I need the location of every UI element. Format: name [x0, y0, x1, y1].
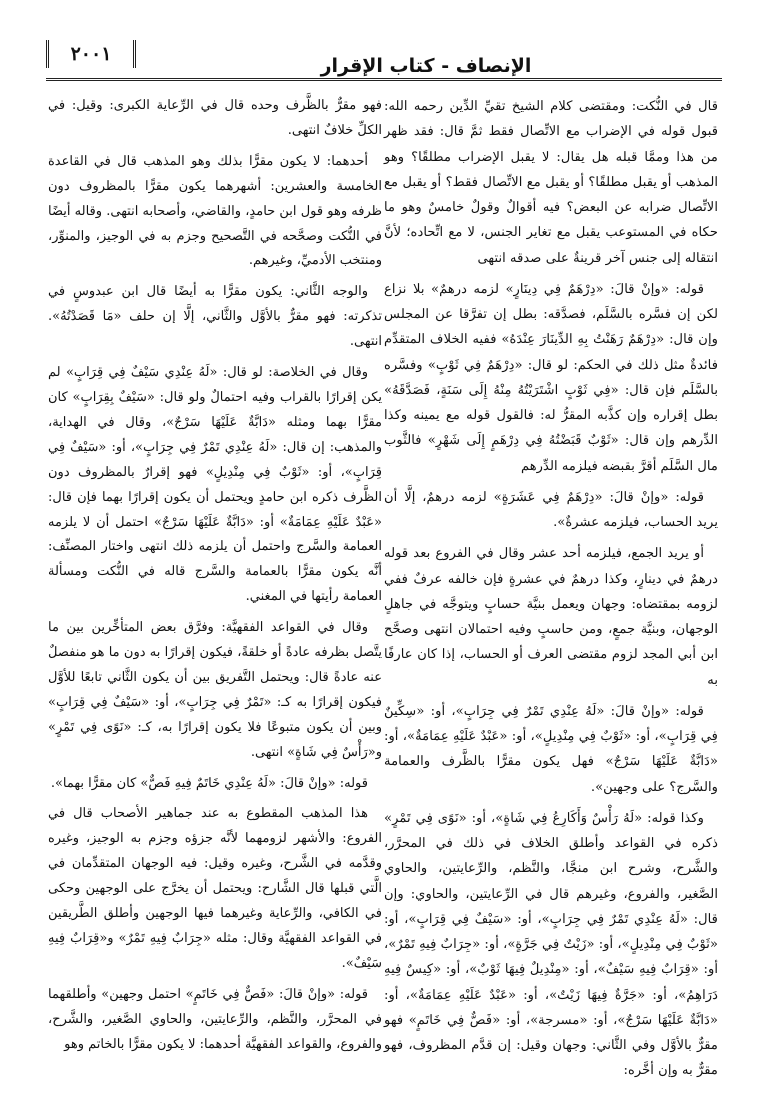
- paragraph: أو يريد الجمع، فيلزمه أحد عشر وقال في الفروع بعد قوله درهمٌ في دينارٍ، وكذا درهمٌ في عشرةٍ فإن خالفه عرفٌ ففي لزومه بمقتضاه: وجهان ويعمل بنيَّة حسابٍ ويتوجَّه في جاهلٍ الوجهان، وبنيَّة جمعٍ، ومن حاسبٍ وفيه احتمالان انتهى وصحَّح ابن أبي المجد لزوم مقتضى العرف أو الحساب، إذا كان عارفًا به: [384, 546, 718, 688]
- paragraph: وقال في الخلاصة: لو قال: «لَهُ عِنْدِي سَيْفٌ فِي قِرَابٍ» لم يكن إقرارًا بالقراب وفيه احتمالٌ ولو قال: «سَيْفٌ بِقِرَابٍ» كان مقرًّا بهما ومثله «دَابَّةٌ عَلَيْهَا سَرْجٌ»، وقال في الهداية، والمذهب: إن قال: «لَهُ عِنْدِي تَمْرٌ فِي جِرَابٍ»، أو: «سَيْفٌ فِي قِرَابٍ»، أو: «ثَوْبٌ فِي مِنْدِيلٍ» فهو إقرارٌ بالمظروف دون الظَّرف ذكره ابن حامدٍ ويحتمل أن يكون إقرارًا بهما فإن قال: «عَبْدٌ عَلَيْهِ عِمَامَةٌ» أو: «دَابَّةٌ عَلَيْهَا سَرْجٌ» احتمل أن لا يلزمه العمامة والسَّرج واحتمل أن يلزمه ذلك انتهى واختار المصنِّف: أنَّه يكون مقرًّا بالعمامة والسَّرج قاله في النُّكت ومسألة العمامة رأيتها في المغني.: [48, 365, 382, 605]
- paragraph: قوله: «وإنْ قالَ: «دِرْهَمٌ فِي دِينَارٍ» لزمه درهمٌ» بلا نزاع لكن إن فسَّره بالسَّلَم، فصدَّقه: بطل إن تفرَّقا عن المجلس وإن قال: «دِرْهَمٌ رَهَنْتُ بِهِ الدِّينَارَ عِنْدَهُ» ففيه الخلاف المتقدِّم فائدةٌ مثل ذلك في الحكم: لو قال: «دِرْهَمٌ فِي ثَوْبٍ» وفسَّره بالسَّلَم فإن قال: «فِي ثَوْبٍ اشْتَرَيْتُهُ مِنْهُ إِلَى سَنَةٍ، فَصَدَّقَهُ» بطل إقراره وإن كذَّبه المقرُّ له: فالقول قوله مع يمينه وكذا الدِّرهم وإن قال: «ثَوْبٌ قَبَضْتُهُ فِي دِرْهَمٍ إِلَى شَهْرٍ» فالثَّوب مال السَّلَم أقرَّ بقبضه فيلزمه الدِّرهم: [384, 281, 718, 474]
- paragraph: أحدهما: لا يكون مقرًّا بذلك وهو المذهب قال في القاعدة الخامسة والعشرين: أشهرهما يكون مقرًّا بالمظروف دون ظرفه وهو قول ابن حامدٍ، والقاضي، وأصحابه انتهى. وقاله أيضًا في النُّكت وصحَّحه في التَّصحيح وجزم به في الوجيز، والمنوِّر، ومنتخب الأدميِّ، وغيرهم.: [48, 153, 382, 269]
- paragraph: وكذا قوله: «لَهُ رَأْسٌ وَأَكَارِعُ فِي شَاةٍ»، أو: «نَوًى فِي تَمْرٍ» ذكره في القواعد وأطلق الخلاف في ذلك في المحرَّر، والشَّرح، وشرح ابن منجَّا، والنَّظم، والرِّعايتين، والحاوي الصَّغير، والفروع، وغيرهم قال في الرِّعايتين، والحاوي: وإن قال: «لَهُ عِنْدِي تَمْرٌ فِي جِرَابٍ»، أو: «سَيْفٌ فِي قِرَابٍ»، أو: «ثَوْبٌ فِي مِنْدِيلٍ»، أو: «زَيْتٌ فِي جَرَّةٍ»، أو: «جِرَابٌ فِيهِ تَمْرٌ»، أو: «قِرَابٌ فِيهِ سَيْفٌ»، أو: «مِنْدِيلٌ فِيهَا ثَوْبٌ»، أو: «كِيسٌ فِيهِ دَرَاهِمُ»، أو: «جَرَّةٌ فِيهَا زَيْتٌ»، أو: «عَبْدٌ عَلَيْهِ عِمَامَةٌ»، أو: «دَابَّةٌ عَلَيْهَا سَرْجٌ»، أو: «مسرجة»، أو: «فَصٌّ فِي خَاتَمٍ» فهو مقرٌّ بالأوَّل وفي الثَّاني: وجهان وقيل: إن قدَّم المظروف، فهو مقرٌّ به وإن أخَّره:: [384, 810, 718, 1079]
- running-title: الإنصاف - كتاب الإقرار: [320, 55, 532, 77]
- paragraph: قال في النُّكت: ومقتضى كلام الشيخ تقيِّ الدِّين رحمه الله: قبول قوله في الإضراب مع الاتِّصال فقط ثمَّ قال: فقد ظهر من هذا وممَّا قبله هل يقال: لا يقبل الإضراب مطلقًا؟ وهو المذهب أو يقبل مطلقًا؟ أو يقبل مع الاتِّصال فقط؟ أو يقبل مع الاتِّصال ضرابه عن البعض؟ فيه أقوالٌ وقولٌ خامسٌ وهو ما حكاه في المستوعب يقبل مع تغاير الجنس، لا مع اتِّحاده؛ لأنَّ انتقاله إلى جنس آخر قرينةٌ على صدقه انتهى: [384, 99, 718, 266]
- paragraph: وقال في القواعد الفقهيَّة: وفرَّق بعض المتأخِّرين بين ما يتَّصل بظرفه عادةً أو خلقةً، فيكون إقرارًا به دون ما هو منفصلٌ عنه عادةً قال: ويحتمل التَّفريق بين أن يكون الثَّاني تابعًا للأوَّل فيكون إقرارًا به كـ: «تَمْرٌ فِي جِرَابٍ»، أو: «سَيْفٌ فِي قِرَابٍ» وبين أن يكون متبوعًا فلا يكون إقرارًا به، كـ: «نَوًى فِي تَمْرٍ» و«رَأْسٌ فِي شَاةٍ» انتهى.: [48, 620, 382, 760]
- paragraph: قوله: «وإنْ قالَ: «لَهُ عِنْدِي خَاتَمٌ فِيهِ فَصٌّ» كان مقرًّا بهما».: [50, 775, 368, 791]
- paragraph: قوله: «وإنْ قالَ: «دِرْهَمٌ فِي عَشَرَةٍ» لزمه درهمٌ، إلَّا أن يريد الحساب، فيلزمه عشرةٌ».: [384, 489, 718, 530]
- page-number: ٢٠٠١: [46, 40, 136, 68]
- paragraph: فهو مقرٌّ بالظَّرف وحده قال في الرِّعاية الكبرى: وقيل: في الكلِّ خلافٌ انتهى.: [48, 98, 382, 138]
- paragraph: قوله: «وإنْ قالَ: «لَهُ عِنْدِي تَمْرٌ فِي جِرَابٍ»، أو: «سِكِّينٌ فِي قِرَابٍ»، أو: «ثَوْبٌ فِي مِنْدِيلٍ»، أو: «عَبْدٌ عَلَيْهِ عِمَامَةٌ»، أو: «دَابَّةٌ عَلَيْهَا سَرْجٌ» فهل يكون مقرًّا بالظَّرف والعمامة والسَّرج؟ على وجهين».: [384, 703, 718, 795]
- paragraph: هذا المذهب المقطوع به عند جماهير الأصحاب قال في الفروع: والأشهر لزومهما لأنَّه جزؤه وجزم به الوجيز، وغيره وقدَّمه في الشَّرح، وغيره وقيل: فيه الوجهان المتقدِّمان في الَّتي قبلها قال الشَّارح: ويحتمل أن يخرَّج على الوجهين وحكى في الكافي، والرِّعاية وغيرهما فيها الوجهين وأطلق الطَّريقين في القواعد الفقهيَّة وقال: مثله «جِرَابٌ فِيهِ تَمْرٌ» و«قِرَابٌ فِيهِ سَيْفٌ».: [48, 806, 382, 971]
- right-column: [384, 94, 718, 1084]
- paragraph: والوجه الثَّاني: يكون مقرًّا به أيضًا قال ابن عبدوسٍ في تذكرته: فهو مقرٌّ بالأوَّل والثَّاني، إلَّا إن حلف «مَا قَصَدْتُهُ». انتهى.: [48, 284, 382, 350]
- page-header: [46, 32, 722, 81]
- left-column: [48, 94, 382, 1058]
- paragraph: قوله: «وإنْ قالَ: «فَصٌّ فِي خَاتَمٍ» احتمل وجهين» وأطلقهما في المحرَّر، والنَّظم، والرِّعايتين، والحاوي الصَّغير، والشَّرح، والفروع، والقواعد الفقهيَّة أحدهما: لا يكون مقرًّا بالخاتم وهو: [48, 986, 382, 1052]
